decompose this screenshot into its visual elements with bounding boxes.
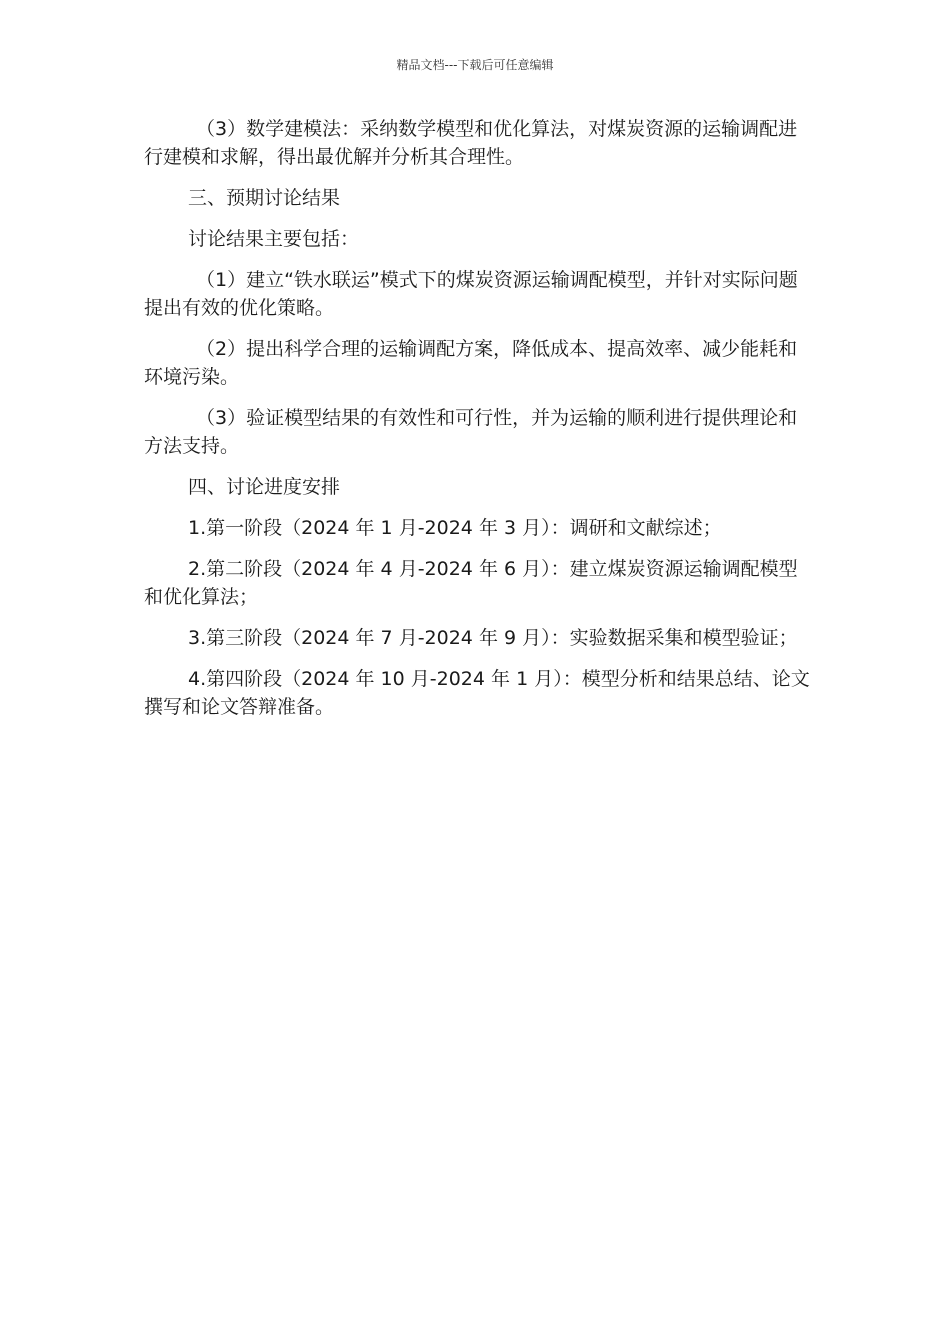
schedule-stage-2: 2.第二阶段（2024 年 4 月-2024 年 6 月）：建立煤炭资源运输调配模型和优化算法； <box>144 558 798 608</box>
method-item-3: （3）数学建模法：采纳数学模型和优化算法，对煤炭资源的运输调配进行建模和求解，得出最优解并分析其合理性。 <box>144 118 798 168</box>
result-item-3: （3）验证模型结果的有效性和可行性，并为运输的顺利进行提供理论和方法支持。 <box>144 407 798 457</box>
page-header: 精品文档---下载后可任意编辑 <box>396 58 554 72</box>
section-heading-expected-results: 三、预期讨论结果 <box>188 187 341 209</box>
results-intro: 讨论结果主要包括： <box>188 228 360 250</box>
schedule-stage-1: 1.第一阶段（2024 年 1 月-2024 年 3 月）：调研和文献综述； <box>188 517 722 539</box>
result-item-1: （1）建立“铁水联运”模式下的煤炭资源运输调配模型，并针对实际问题提出有效的优化策略。 <box>144 269 798 319</box>
result-item-2: （2）提出科学合理的运输调配方案，降低成本、提高效率、减少能耗和环境污染。 <box>144 338 798 388</box>
document-body <box>144 115 812 734</box>
section-heading-schedule: 四、讨论进度安排 <box>188 476 341 498</box>
schedule-stage-4: 4.第四阶段（2024 年 10 月-2024 年 1 月）：模型分析和结果总结、论文撰写和论文答辩准备。 <box>144 668 810 718</box>
schedule-stage-3: 3.第三阶段（2024 年 7 月-2024 年 9 月）：实验数据采集和模型验证； <box>188 627 798 649</box>
